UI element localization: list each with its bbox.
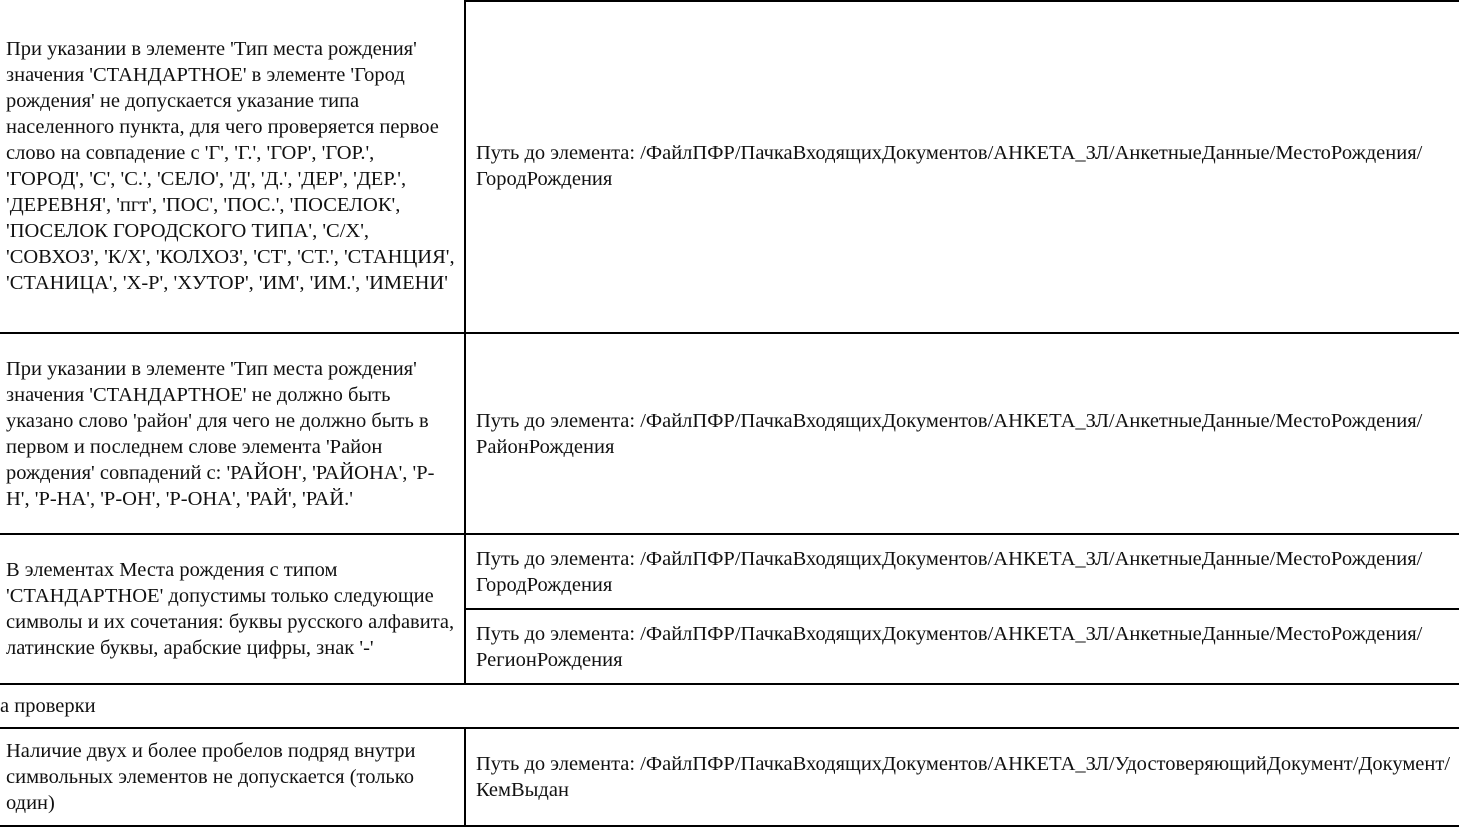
element-path-cell: Путь до элемента: /ФайлПФР/ПачкаВходящихДокументов/АНКЕТА_ЗЛ/АнкетныеДанные/МестоРождения/РайонРождения bbox=[465, 333, 1459, 534]
element-path-cell: Путь до элемента: /ФайлПФР/ПачкаВходящихДокументов/АНКЕТА_ЗЛ/АнкетныеДанные/МестоРождения/ГородРождения bbox=[465, 534, 1459, 609]
validation-rules-table-2 bbox=[0, 727, 1459, 827]
table-row bbox=[0, 0, 1459, 333]
rule-condition-cell: В элементах Места рождения с типом 'СТАНДАРТНОЕ' допустимы только следующие символы и их сочетания: буквы русского алфавита, латинские буквы, арабские цифры, знак '-' bbox=[0, 534, 465, 684]
element-path-cell: Путь до элемента: /ФайлПФР/ПачкаВходящихДокументов/АНКЕТА_ЗЛ/АнкетныеДанные/МестоРождения/ГородРождения bbox=[465, 0, 1459, 333]
rule-condition-cell: При указании в элементе 'Тип места рождения' значения 'СТАНДАРТНОЕ' в элементе 'Город рождения' не допускается указание типа населенного пункта, для чего проверяется первое слово на совпадение с 'Г', 'Г.', 'ГОР', 'ГОР.', 'ГОРОД', 'С', 'С.', 'СЕЛО', 'Д', 'Д.', 'ДЕР', 'ДЕР.', 'ДЕРЕВНЯ', 'пгт', 'ПОС', 'ПОС.', 'ПОСЕЛОК', 'ПОСЕЛОК ГОРОДСКОГО ТИПА', 'С/Х', 'СОВХОЗ', 'К/Х', 'КОЛХОЗ', 'СТ', 'СТ.', 'СТАНЦИЯ', 'СТАНИЦА', 'Х-Р', 'ХУТОР', 'ИМ', 'ИМ.', 'ИМЕНИ' bbox=[0, 0, 465, 333]
table-row bbox=[0, 333, 1459, 534]
rule-condition-cell: При указании в элементе 'Тип места рождения' значения 'СТАНДАРТНОЕ' не должно быть указано слово 'район' для чего не должно быть в первом и последнем слове элемента 'Район рождения' совпадений с: 'РАЙОН', 'РАЙОНА', 'Р-Н', 'Р-НА', 'Р-ОН', 'Р-ОНА', 'РАЙ', 'РАЙ.' bbox=[0, 333, 465, 534]
table-row bbox=[0, 534, 1459, 609]
rule-condition-cell: Наличие двух и более пробелов подряд внутри символьных элементов не допускается (только один) bbox=[0, 728, 465, 826]
table-row bbox=[0, 728, 1459, 826]
section-caption: а проверки bbox=[0, 695, 96, 717]
element-path-cell: Путь до элемента: /ФайлПФР/ПачкаВходящихДокументов/АНКЕТА_ЗЛ/АнкетныеДанные/МестоРождения/РегионРождения bbox=[465, 609, 1459, 684]
element-path-cell: Путь до элемента: /ФайлПФР/ПачкаВходящихДокументов/АНКЕТА_ЗЛ/УдостоверяющийДокумент/Документ/КемВыдан bbox=[465, 728, 1459, 826]
